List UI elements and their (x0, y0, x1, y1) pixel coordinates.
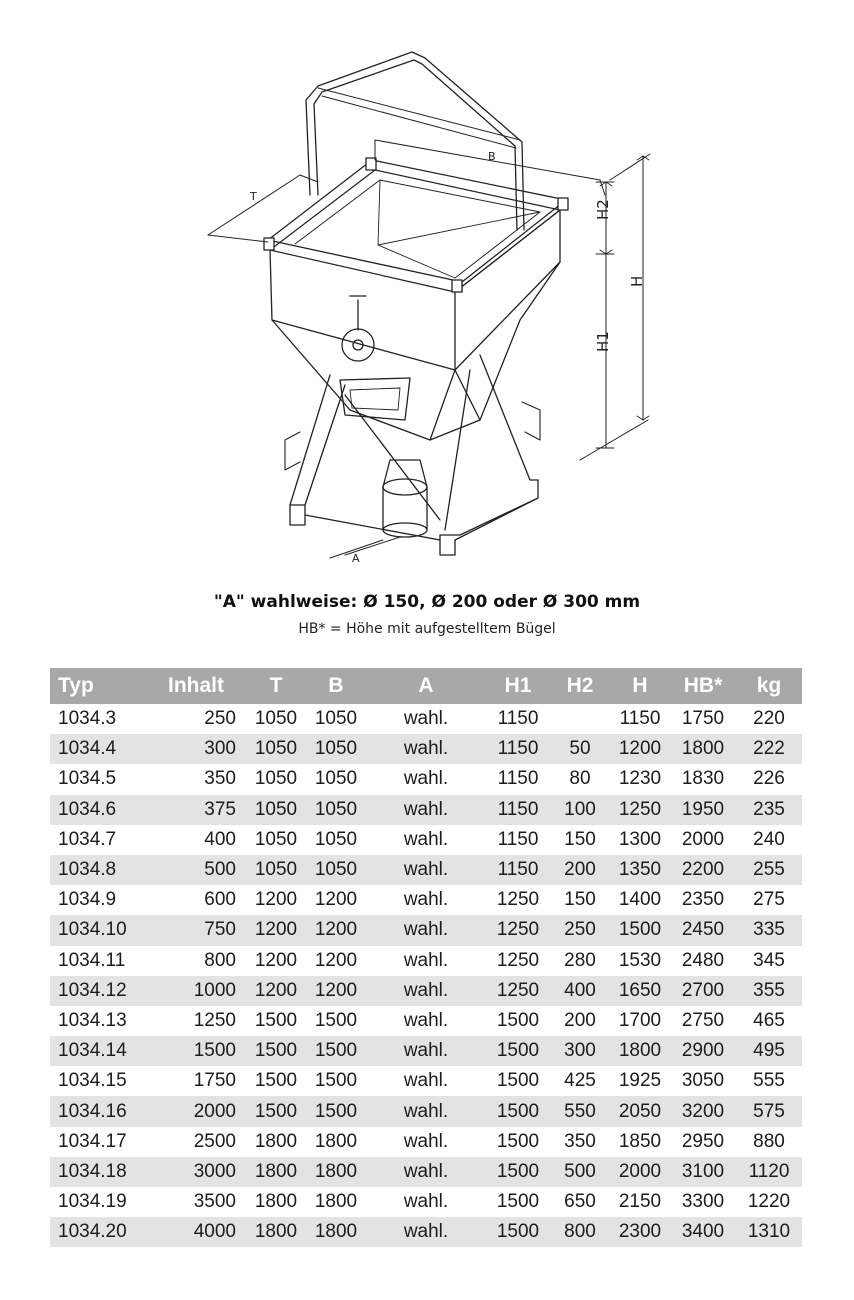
table-row (50, 946, 802, 976)
cell-inhalt: 2000 (146, 1096, 246, 1126)
column-header-typ: Typ (50, 668, 146, 704)
cell-h2: 250 (550, 915, 610, 945)
cell-kg: 555 (753, 1070, 785, 1092)
cell-kg: 1310 (736, 1217, 802, 1247)
specification-table (50, 668, 802, 1247)
cell-hb: 2480 (681, 949, 725, 971)
label-h: H (628, 275, 646, 287)
cell-typ: 1034.9 (58, 889, 117, 911)
cell-b: 1050 (314, 768, 358, 790)
table-row (50, 1066, 802, 1096)
cell-hb: 1800 (670, 734, 736, 764)
cell-h1: 1150 (497, 708, 539, 730)
cell-a: wahl. (403, 828, 449, 850)
cell-typ: 1034.18 (50, 1157, 146, 1187)
cell-h1: 1500 (486, 1096, 550, 1126)
cell-a: wahl. (403, 949, 449, 971)
cell-typ: 1034.12 (50, 976, 146, 1006)
cell-kg: 880 (753, 1130, 785, 1152)
cell-kg: 235 (736, 795, 802, 825)
table-row (50, 795, 802, 825)
column-header-hb: HB* (670, 668, 736, 704)
cell-a: wahl. (366, 734, 486, 764)
cell-b: 1800 (314, 1191, 358, 1213)
cell-b: 1800 (306, 1217, 366, 1247)
cell-h: 1925 (618, 1070, 662, 1092)
cell-h2: 425 (564, 1070, 596, 1092)
cell-h2: 300 (550, 1036, 610, 1066)
cell-kg: 275 (753, 889, 785, 911)
cell-kg: 345 (753, 949, 785, 971)
dimension-heights (580, 154, 650, 460)
cell-t: 1500 (246, 1036, 306, 1066)
cell-kg: 1120 (736, 1157, 802, 1187)
cell-typ: 1034.4 (50, 734, 146, 764)
cell-h2: 80 (569, 768, 591, 790)
cell-h1: 1250 (486, 915, 550, 945)
cell-h1: 1250 (496, 949, 540, 971)
cell-hb: 2000 (681, 828, 725, 850)
cell-inhalt: 800 (204, 949, 236, 971)
cell-kg: 465 (753, 1009, 785, 1031)
cell-t: 1200 (246, 915, 306, 945)
cell-inhalt: 4000 (146, 1217, 246, 1247)
cell-h: 1300 (618, 828, 662, 850)
table-row (50, 704, 802, 734)
cell-typ: 1034.16 (50, 1096, 146, 1126)
cell-b: 1800 (306, 1157, 366, 1187)
cell-inhalt: 600 (204, 889, 236, 911)
cell-b: 1200 (314, 949, 358, 971)
cell-hb: 3100 (670, 1157, 736, 1187)
table-row (50, 764, 802, 794)
hopper-technical-drawing (0, 0, 854, 580)
table-header-row (50, 668, 802, 704)
cell-a: wahl. (366, 1096, 486, 1126)
cell-kg: 575 (736, 1096, 802, 1126)
cell-t: 1500 (246, 1096, 306, 1126)
column-header-a: A (366, 668, 486, 704)
cell-h: 1650 (610, 976, 670, 1006)
cell-h2: 550 (550, 1096, 610, 1126)
cell-typ: 1034.20 (50, 1217, 146, 1247)
cell-inhalt: 3500 (193, 1191, 236, 1213)
cell-typ: 1034.8 (50, 855, 146, 885)
cell-t: 1800 (246, 1217, 306, 1247)
cell-a: wahl. (403, 1070, 449, 1092)
cell-typ: 1034.7 (58, 828, 117, 850)
cell-a: wahl. (366, 915, 486, 945)
dimension-a (330, 537, 400, 558)
cell-a: wahl. (403, 708, 449, 730)
cell-typ: 1034.19 (58, 1191, 127, 1213)
cell-h2 (550, 704, 610, 734)
cell-inhalt: 1500 (146, 1036, 246, 1066)
cell-b: 1500 (306, 1096, 366, 1126)
cell-h2: 150 (564, 828, 596, 850)
cell-h: 2300 (610, 1217, 670, 1247)
dimension-t (208, 175, 318, 242)
cell-t: 1050 (246, 795, 306, 825)
cell-hb: 1950 (670, 795, 736, 825)
cell-kg: 1220 (747, 1191, 791, 1213)
cell-inhalt: 250 (204, 708, 236, 730)
cell-h: 1400 (618, 889, 662, 911)
cell-hb: 2950 (681, 1130, 725, 1152)
cell-h2: 400 (550, 976, 610, 1006)
cell-a: wahl. (366, 795, 486, 825)
cell-h: 1800 (610, 1036, 670, 1066)
cell-inhalt: 750 (146, 915, 246, 945)
cell-a: wahl. (403, 1009, 449, 1031)
cell-h1: 1500 (486, 1036, 550, 1066)
cell-b: 1050 (306, 855, 366, 885)
column-header-h: H (610, 668, 670, 704)
cell-t: 1050 (254, 768, 298, 790)
cell-kg: 220 (753, 708, 785, 730)
cell-t: 1050 (246, 734, 306, 764)
table-body (50, 704, 802, 1247)
column-header-h2: H2 (550, 668, 610, 704)
label-a: A (352, 552, 360, 565)
table-row (50, 1127, 802, 1157)
cell-kg: 222 (736, 734, 802, 764)
cell-a: wahl. (366, 1157, 486, 1187)
cell-h2: 150 (564, 889, 596, 911)
cell-a: wahl. (403, 889, 449, 911)
cell-inhalt: 1250 (193, 1009, 236, 1031)
cell-inhalt: 375 (146, 795, 246, 825)
cell-h2: 100 (550, 795, 610, 825)
cell-a: wahl. (403, 1130, 449, 1152)
cell-h1: 1150 (486, 855, 550, 885)
cell-hb: 2200 (670, 855, 736, 885)
table-row (50, 1157, 802, 1187)
cell-h2: 280 (564, 949, 596, 971)
cell-t: 1200 (254, 889, 298, 911)
cell-t: 1500 (254, 1009, 298, 1031)
cell-t: 1500 (254, 1070, 298, 1092)
cell-h: 2000 (610, 1157, 670, 1187)
cell-inhalt: 3000 (146, 1157, 246, 1187)
cell-inhalt: 350 (204, 768, 236, 790)
table-row (50, 734, 802, 764)
frame-legs (285, 355, 540, 555)
cell-t: 1800 (254, 1191, 298, 1213)
cell-b: 1200 (306, 976, 366, 1006)
table-row (50, 855, 802, 885)
cell-t: 1800 (246, 1157, 306, 1187)
cell-h1: 1250 (496, 889, 540, 911)
cell-hb: 3300 (681, 1191, 725, 1213)
cell-h1: 1500 (496, 1009, 540, 1031)
cell-h: 1150 (619, 708, 661, 730)
column-header-h1: H1 (486, 668, 550, 704)
column-header-b: B (306, 668, 366, 704)
cell-h1: 1500 (496, 1191, 540, 1213)
cell-kg: 240 (753, 828, 785, 850)
cell-t: 1200 (246, 976, 306, 1006)
cell-h1: 1150 (497, 828, 539, 850)
cell-hb: 3200 (670, 1096, 736, 1126)
lifting-bail (306, 52, 524, 230)
cell-t: 1050 (254, 708, 298, 730)
cell-typ: 1034.17 (58, 1130, 127, 1152)
cell-b: 1200 (314, 889, 358, 911)
cell-typ: 1034.13 (58, 1009, 127, 1031)
cell-b: 1050 (306, 734, 366, 764)
cell-h2: 200 (550, 855, 610, 885)
table-row (50, 1006, 802, 1036)
cell-inhalt: 1000 (146, 976, 246, 1006)
cell-typ: 1034.14 (50, 1036, 146, 1066)
cell-hb: 3050 (681, 1070, 725, 1092)
cell-a: wahl. (366, 1036, 486, 1066)
caption-outlet-options: "A" wahlweise: Ø 150, Ø 200 oder Ø 300 mm (213, 592, 641, 612)
label-h1: H1 (594, 331, 612, 352)
cell-b: 1500 (314, 1070, 358, 1092)
cell-inhalt: 500 (146, 855, 246, 885)
cell-hb: 1830 (681, 768, 725, 790)
cell-b: 1050 (314, 828, 358, 850)
cell-h2: 800 (550, 1217, 610, 1247)
caption-hb-note: HB* = Höhe mit aufgestelltem Bügel (298, 621, 556, 637)
cell-h1: 1150 (486, 795, 550, 825)
cell-h: 1850 (618, 1130, 662, 1152)
cell-h1: 1150 (497, 768, 539, 790)
cell-a: wahl. (403, 1191, 449, 1213)
cell-kg: 255 (736, 855, 802, 885)
cell-b: 1050 (306, 795, 366, 825)
cell-hb: 2750 (681, 1009, 725, 1031)
table-row (50, 1036, 802, 1066)
cell-a: wahl. (366, 855, 486, 885)
cell-b: 1800 (314, 1130, 358, 1152)
cell-h: 2050 (610, 1096, 670, 1126)
cell-inhalt: 400 (204, 828, 236, 850)
cell-h: 2150 (618, 1191, 662, 1213)
cell-typ: 1034.15 (58, 1070, 127, 1092)
cell-h1: 1500 (486, 1157, 550, 1187)
cell-a: wahl. (366, 976, 486, 1006)
cell-b: 1200 (306, 915, 366, 945)
cell-b: 1500 (314, 1009, 358, 1031)
cell-h: 1530 (618, 949, 662, 971)
table-row (50, 1217, 802, 1247)
column-header-inhalt: Inhalt (146, 668, 246, 704)
cell-t: 1200 (254, 949, 298, 971)
cell-h2: 650 (564, 1191, 596, 1213)
table-row (50, 915, 802, 945)
cell-h: 1350 (610, 855, 670, 885)
table-row (50, 1187, 802, 1217)
cell-hb: 2450 (670, 915, 736, 945)
cell-t: 1050 (254, 828, 298, 850)
column-header-kg: kg (736, 668, 802, 704)
cell-h2: 200 (564, 1009, 596, 1031)
cell-h: 1500 (610, 915, 670, 945)
cell-typ: 1034.10 (50, 915, 146, 945)
label-h2: H2 (594, 199, 612, 220)
cell-kg: 355 (736, 976, 802, 1006)
cell-b: 1050 (314, 708, 358, 730)
label-t: T (250, 190, 257, 203)
cell-h2: 50 (550, 734, 610, 764)
table-row (50, 825, 802, 855)
cell-hb: 2700 (670, 976, 736, 1006)
cell-h: 1250 (610, 795, 670, 825)
cell-kg: 226 (753, 768, 785, 790)
cell-typ: 1034.3 (58, 708, 117, 730)
cell-hb: 3400 (670, 1217, 736, 1247)
cell-t: 1050 (246, 855, 306, 885)
cell-h: 1200 (610, 734, 670, 764)
cell-typ: 1034.6 (50, 795, 146, 825)
cell-a: wahl. (403, 768, 449, 790)
cell-hb: 2350 (681, 889, 725, 911)
cell-h1: 1500 (496, 1070, 540, 1092)
table-row (50, 885, 802, 915)
cell-hb: 1750 (681, 708, 725, 730)
cell-h2: 350 (564, 1130, 596, 1152)
table-row (50, 976, 802, 1006)
cell-kg: 335 (736, 915, 802, 945)
cell-kg: 495 (736, 1036, 802, 1066)
cell-h2: 500 (550, 1157, 610, 1187)
table-row (50, 1096, 802, 1126)
cell-b: 1500 (306, 1036, 366, 1066)
cell-h1: 1500 (486, 1217, 550, 1247)
cell-h: 1700 (618, 1009, 662, 1031)
hopper-body (264, 158, 568, 537)
cell-h1: 1150 (486, 734, 550, 764)
cell-a: wahl. (366, 1217, 486, 1247)
column-header-t: T (246, 668, 306, 704)
cell-inhalt: 300 (146, 734, 246, 764)
cell-hb: 2900 (670, 1036, 736, 1066)
cell-h1: 1250 (486, 976, 550, 1006)
cell-typ: 1034.5 (58, 768, 117, 790)
cell-h: 1230 (618, 768, 662, 790)
cell-inhalt: 2500 (193, 1130, 236, 1152)
cell-t: 1800 (254, 1130, 298, 1152)
cell-typ: 1034.11 (58, 949, 126, 971)
cell-inhalt: 1750 (193, 1070, 236, 1092)
label-b: B (488, 150, 496, 163)
cell-h1: 1500 (496, 1130, 540, 1152)
